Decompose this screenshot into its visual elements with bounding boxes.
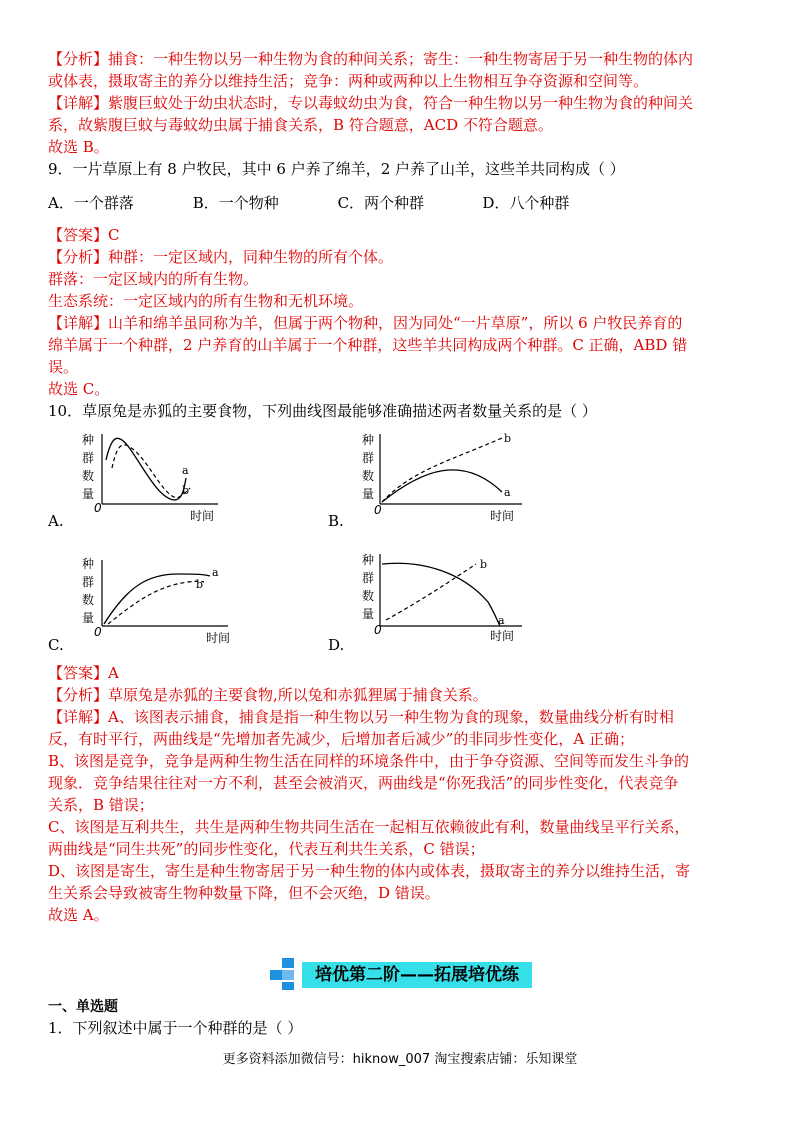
origin: 0 [94,501,102,515]
answer-line [48,246,752,268]
answer-line [48,290,752,312]
answer-line [48,684,752,706]
xlabel: 时间 [190,509,215,523]
answer-text: 系，故紫腹巨蚊与毒蚊幼虫属于捕食关系，B 符合题意，ACD 不符合题意。 [48,116,553,134]
question-10-stem: 10．草原兔是赤狐的主要食物，下列曲线图最能够准确描述两者数量关系的是（ ） [48,402,597,420]
answer-tag: 【详解】 [48,708,109,726]
answer-text: D、该图是寄生，寄生是种生物寄居于另一种生物的体内或体表，摄取寄主的养分以维持生活，寄 [48,862,691,880]
answer-text: C、该图是互利共生，共生是两种生物共同生活在一起相互依赖彼此有利，数量曲线呈平行关系， [48,818,690,836]
answer-tag: 【详解】 [48,314,109,332]
answer-line [48,882,752,904]
answer-line [48,92,752,114]
chart-d-letter: D. [328,636,345,654]
answer-line [48,224,752,246]
svg-text:时间: 时间 [490,629,515,643]
answer-text: 反，有时平行，两曲线是“先增加者先减少，后增加者后减少”的非同步性变化，A 正确； [48,730,634,748]
answer-text: A [108,664,119,682]
answer-text: 故选 C。 [48,380,110,398]
svg-text:时间: 时间 [206,631,231,645]
answer-line [48,904,752,926]
ylabel-2: 群 [82,451,95,465]
answer-line [48,772,752,794]
ylabel-3: 数 [82,469,95,483]
svg-text:0: 0 [94,625,102,639]
section-heading: 一、单选题 [48,999,118,1015]
answer-line [48,334,752,356]
answer-text: A、该图表示捕食，捕食是指一种生物以另一种生物为食的现象，数量曲线分析有时相 [108,708,674,726]
svg-text:种: 种 [82,557,95,571]
answer-tag: 【分析】 [48,50,109,68]
answer-line [48,356,752,378]
answer-line [48,114,752,136]
chart-b-letter: B. [328,512,344,530]
answer-line [48,706,752,728]
answer-line [48,378,752,400]
answer-text: 或体表，摄取寄主的养分以维持生活；竞争：两种或两种以上生物相互争夺资源和空间等。 [48,72,649,90]
answer-line [48,816,752,838]
svg-text:量: 量 [362,487,375,501]
answer-line [48,750,752,772]
svg-text:0: 0 [374,503,382,517]
svg-text:数: 数 [82,593,95,607]
svg-text:种: 种 [362,553,375,567]
option-a: A．一个群落 [48,194,134,212]
answer-line [48,728,752,750]
answer-text: 群落：一定区域内的所有生物。 [48,270,259,288]
svg-text:群: 群 [362,451,375,465]
chart-a-letter: A. [48,512,64,530]
svg-text:群: 群 [82,575,95,589]
chart-a [78,430,248,525]
curve-b-label: b [182,484,190,497]
answer-line [48,48,752,70]
svg-text:时间: 时间 [490,509,515,523]
chart-c [78,556,248,646]
answer-line [48,860,752,882]
option-c: C．两个种群 [337,194,425,212]
svg-text:数: 数 [362,469,375,483]
answer-text: 绵羊属于一个种群，2 户养育的山羊属于一个种群，这些羊共同构成两个种群。C 正确，ABD 错 [48,336,688,354]
answer-tag: 【分析】 [48,248,109,266]
answer-line [48,662,752,684]
answer-text: 故选 A。 [48,906,109,924]
banner-icon [268,958,302,996]
option-b: B．一个物种 [192,194,279,212]
answer-line [48,312,752,334]
curve-a-label: a [182,464,189,477]
svg-text:a: a [498,614,505,627]
answer-line [48,838,752,860]
option-d: D．八个种群 [482,194,570,212]
chart-d [352,550,532,645]
answer-text: 关系，B 错误； [48,796,154,814]
svg-text:量: 量 [82,611,95,625]
answer-line [48,794,752,816]
svg-text:a: a [212,566,219,579]
answer-tag: 【详解】 [48,94,109,112]
answer-text: B、该图是竞争，竞争是两种生物生活在同样的环境条件中，由于争夺资源、空间等而发生斗争的 [48,752,690,770]
answer-text: 捕食：一种生物以另一种生物为食的种间关系；寄生：一种生物寄居于另一种生物的体内 [108,50,694,68]
ylabel-1: 种 [82,433,95,447]
answer-text: 故选 B。 [48,138,109,156]
question-9-options [48,192,752,214]
chart-c-letter: C. [48,636,64,654]
svg-text:种: 种 [362,433,375,447]
question-1-stem: 1．下列叙述中属于一个种群的是（ ） [48,1019,303,1037]
answer-line [48,70,752,92]
answer-text: 生关系会导致被寄生物种数量下降，但不会灭绝，D 错误。 [48,884,440,902]
svg-text:b: b [504,432,512,445]
answer-tag: 【分析】 [48,686,109,704]
answer-text: 种群：一定区域内，同种生物的所有个体。 [108,248,394,266]
svg-text:群: 群 [362,571,375,585]
ylabel-4: 量 [82,487,95,501]
chart-b [352,430,532,525]
answer-text: 误。 [48,358,79,376]
svg-text:数: 数 [362,589,375,603]
answer-tag: 【答案】 [48,226,109,244]
answer-text: 草原兔是赤狐的主要食物,所以兔和赤狐狸属于捕食关系。 [108,686,488,704]
answer-text: 两曲线是“同生共死”的同步性变化，代表互利共生关系，C 错误； [48,840,485,858]
answer-text: C [108,226,120,244]
svg-text:b: b [480,558,488,571]
svg-text:量: 量 [362,607,375,621]
answer-text: 现象．竞争结果往往对一方不利，甚至会被消灭，两曲线是“你死我活”的同步性变化，代表竞争 [48,774,679,792]
svg-text:0: 0 [374,623,382,637]
svg-text:b: b [196,578,204,591]
footer-text: 更多资料添加微信号：hiknow_007 淘宝搜索店铺：乐知课堂 [222,1052,578,1067]
section-banner: 培优第二阶——拓展培优练 [315,965,519,985]
svg-text:a: a [504,486,511,499]
answer-line [48,136,752,158]
answer-line [48,268,752,290]
answer-text: 紫腹巨蚊处于幼虫状态时，专以毒蚊幼虫为食，符合一种生物以另一种生物为食的种间关 [108,94,694,112]
answer-text: 山羊和绵羊虽同称为羊，但属于两个物种，因为同处“一片草原”，所以 6 户牧民养育的 [108,314,683,332]
answer-text: 生态系统：一定区域内的所有生物和无机环境。 [48,292,364,310]
question-9-stem: 9．一片草原上有 8 户牧民，其中 6 户养了绵羊，2 户养了山羊，这些羊共同构成（ ） [48,160,625,178]
answer-tag: 【答案】 [48,664,109,682]
